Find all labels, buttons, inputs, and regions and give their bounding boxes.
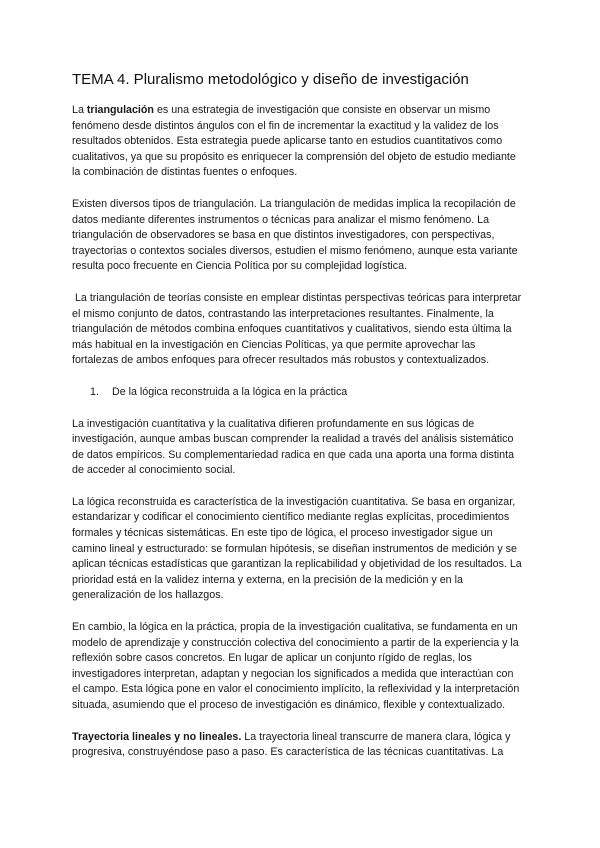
paragraph-triangulacion <box>72 103 524 181</box>
paragraph-logica-practica: En cambio, la lógica en la práctica, propia de la investigación cualitativa, se fundamenta en un modelo de aprendizaje y construcción colectiva del conocimiento a partir de la experiencia y la reflexión sobre casos concretos. En lugar de aplicar un conjunto rígido de reglas, los investigadores interpretan, adaptan y negocian los significados a medida que interactúan con el campo. Esta lógica pone en valor el conocimiento implícito, la reflexividad y la interpretación situada, asumiendo que el proceso de investigación es dinámico, flexible y contextualizado. <box>72 621 520 711</box>
list-number: 1. <box>90 385 99 398</box>
paragraph-text: es una estrategia de investigación que consiste en observar un mismo fenómeno desde distintos ángulos con el fin de incrementar la exactitud y la validez de los resultados obtenidos. Esta estrategia puede aplicarse tanto en estudios cuantitativos como cualitativos, ya que su propósito es enriquecer la comprensión del objeto de estudio mediante la combinación de distintas fuentes o enfoques. <box>72 104 516 179</box>
page-title: TEMA 4. Pluralismo metodológico y diseño de investigación <box>72 71 469 88</box>
paragraph-logica-reconstruida: La lógica reconstruida es característica de la investigación cuantitativa. Se basa en organizar, estandarizar y codificar el conocimiento científico mediante reglas explícitas, procedimientos formales y técnicas sistemáticas. En este tipo de lógica, el proceso investigador sigue un camino lineal y estructurado: se formulan hipótesis, se diseñan instrumentos de medición y se aplican técnicas estadísticas que garantizan la replicabilidad y objetividad de los resultados. La prioridad está en la validez interna y externa, en la precisión de la medición y en la generalización de los hallazgos. <box>72 495 522 602</box>
paragraph-text: La trayectoria lineal transcurre de manera clara, lógica y progresiva, construyéndose paso a paso. Es característica de las técnicas cuantitativas. La <box>72 730 511 759</box>
list-text: De la lógica reconstruida a la lógica en la práctica <box>112 385 348 398</box>
term-trayectorias: Trayectoria lineales y no lineales. <box>72 730 242 743</box>
document-page <box>72 70 524 777</box>
numbered-heading <box>72 385 524 401</box>
paragraph-lead: La <box>72 104 87 116</box>
term-triangulacion: triangulación <box>86 104 154 116</box>
paragraph-triangulacion-teorias: La triangulación de teorías consiste en emplear distintas perspectivas teóricas para interpretar el mismo conjunto de datos, contrastando las interpretaciones resultantes. Finalmente, la triangulación de métodos combina enfoques cuantitativos y cualitativos, siendo esta última la más habitual en la investigación en Ciencias Políticas, ya que permite aprovechar las fortalezas de ambos enfoques para ofrecer resultados más robustos y contextualizados. <box>72 291 525 367</box>
paragraph-tipos-triangulacion: Existen diversos tipos de triangulación. La triangulación de medidas implica la recopilación de datos mediante diferentes instrumentos o técnicas para analizar el mismo fenómeno. La triangulación de observadores se basa en que distintos investigadores, con perspectivas, trayectorias o contextos sociales diversos, estudien el mismo fenómeno, aunque esta variante resulta poco frecuente en Ciencia Política por su complejidad logística. <box>72 197 518 273</box>
paragraph-logicas-investigacion: La investigación cuantitativa y la cualitativa difieren profundamente en sus lógicas de investigación, aunque ambas buscan comprender la realidad a través del análisis sistemático de datos empíricos. Su complementariedad radica en que cada una aporta una forma distinta de acceder al conocimiento social. <box>72 417 515 477</box>
paragraph-trayectorias <box>72 730 524 761</box>
